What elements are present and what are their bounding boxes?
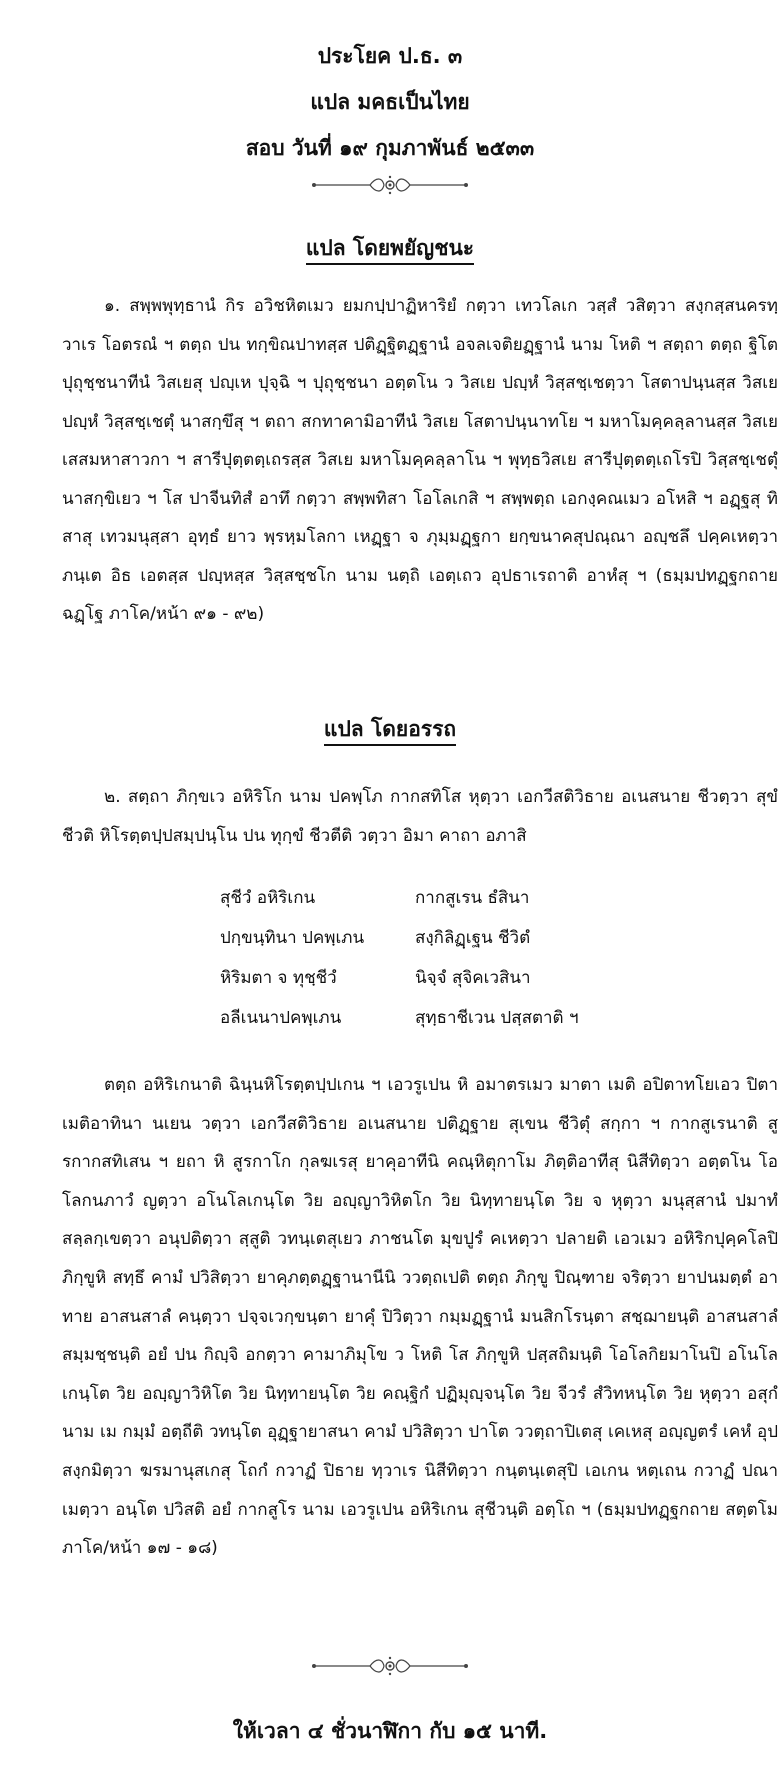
passage-2-commentary: ตตฺถ อหิริเกนาติ ฉินฺนหิโรตฺตปฺปเกน ฯ เอวรูเปน หิ อมาตรเมว มาตา เมติ อปิตาทโยเอว ปิตา เมติอาทินา นเยน วตฺวา เอกวีสติวิธาย อเนสนาย ปติฏฺฐาย สุเขน ชีวิตุํ สกฺกา ฯ กากสูเรนาติ สูรกากสทิเสน ฯ ยถา หิ สูรกาโก กุลฆเรสุ ยาคุอาทีนิ คณฺหิตุกาโม ภิตฺติอาทีสุ นิสีทิตฺวา อตฺตโน โอโลกนภาวํ ญตฺวา อโนโลเกนฺโต วิย อญฺญาวิหิตโก วิย นิทฺทายนฺโต วิย จ หุตฺวา มนุสฺสานํ ปมาทํ สลฺลกฺเขตฺวา อนุปติตฺวา สฺสูติ วทนฺเตสุเยว ภาชนโต มุขปูรํ คเหตฺวา ปลายติ เอวเมว อหิริกปุคฺคโลปิ ภิกฺขูหิ สทฺธึ คามํ ปวิสิตฺวา ยาคุภตฺตฏฺฐานานีนิ ววตฺถเปติ ตตฺถ ภิกฺขู ปิณฺฑาย จริตฺวา ยาปนมตฺตํ อาทาย อาสนสาลํ คนฺตฺวา ปจฺจเวกฺขนฺตา ยาคุํ ปิวิตฺวา กมฺมฏฺฐานํ มนสิกโรนฺตา สชฺฌายนฺติ อาสนสาลํ สมฺมชฺชนฺติ อยํ ปน กิญฺจิ อกตฺวา คามาภิมุโข ว โหติ โส ภิกฺขูหิ ปสฺสถิมนฺติ โอโลกิยมาโนปิ อโนโลเกนฺโต วิย อญฺญาวิหิโต วิย นิทฺทายนฺโต วิย คณฺฐิกํ ปฏิมุญฺจนฺโต วิย จีวรํ สํวิทหนฺโต วิย หุตฺวา อสุกํ นาม เม กมฺมํ อตฺถีติ วทนฺโต อุฏฺฐายาสนา คามํ ปวิสิตฺวา ปาโต ววตฺถาปิเตสุ เคเหสุ อญฺญตรํ เคหํ อุปสงฺกมิตฺวา ฆรมานุสเกสุ โถกํ กวาฏํ ปิธาย ทฺวาเร นิสีทิตฺวา กนฺตนฺเตสุปิ เอเกน หตฺเถน กวาฏํ ปณาเมตฺวา อนฺโต ปวิสติ อยํ กากสูโร นาม เอวรูเปน อหิริเกน สุชีวนฺติ อตฺโถ ฯ (ธมฺมปทฏฺฐกถาย สตฺตโม ภาโค/หน้า ๑๗ - ๑๘) <box>62 1075 778 1559</box>
ornament-divider-icon <box>310 1655 470 1677</box>
verse-line: หิริมตา จ ทุชฺชีวํ นิจฺจํ สุจิคเวสินา <box>220 968 531 988</box>
verse-line: ปกฺขนฺทินา ปคพฺเภน สงฺกิลิฏฺเฐน ชีวิตํ <box>220 928 531 948</box>
verse-line: สุชีวํ อหิริเกน กากสูเรน ธํสินา <box>220 888 530 908</box>
time-allowed: ให้เวลา ๔ ชั่วนาฬิกา กับ ๑๕ นาที. <box>232 1719 548 1743</box>
verse-block <box>220 878 579 1038</box>
exam-subject-title: แปล มคธเป็นไทย <box>310 90 470 114</box>
ornament-divider-icon <box>310 174 470 196</box>
section-title-meaning-translation: แปล โดยอรรถ <box>0 713 780 746</box>
exam-date-title: สอบ วันที่ ๑๙ กุมภาพันธ์ ๒๕๓๓ <box>245 136 535 160</box>
verse-line: อลีเนนาปคพฺเภน สุทฺธาชีเวน ปสฺสตาติ ฯ <box>220 1008 579 1028</box>
exam-level-title: ประโยค ป.ธ. ๓ <box>317 44 463 68</box>
passage-2-intro: ๒. สตฺถา ภิกฺขเว อหิริโก นาม ปคพฺโภ กากสทิโส หุตฺวา เอกวีสติวิธาย อเนสนาย ชีวตฺวา สุขํ ชีวติ หิโรตฺตปฺปสมฺปนฺโน ปน ทุกฺขํ ชีวตีติ วตฺวา อิมา คาถา อภาสิ <box>62 787 778 846</box>
section-title-literal-translation: แปล โดยพยัญชนะ <box>0 232 780 265</box>
passage-1: ๑. สพฺพพุทฺธานํ กิร อวิชหิตเมว ยมกปฺปาฏิหาริยํ กตฺวา เทวโลเก วสฺสํ วสิตฺวา สงฺกสฺสนครทฺวาเร โอตรณํ ฯ ตตฺถ ปน ทกฺขิณปาทสฺส ปติฏฺฐิตฏฺฐานํ อจลเจติยฏฺฐานํ นาม โหติ ฯ สตฺถา ตตฺถ ฐิโต ปุถุชฺชนาทีนํ วิสเยสุ ปญฺเห ปุจฺฉิ ฯ ปุถุชฺชนา อตฺตโน ว วิสเย ปญฺหํ วิสฺสชฺเชตฺวา โสตาปนฺนสฺส วิสเย ปญฺหํ วิสฺสชฺเชตุํ นาสกฺขึสุ ฯ ตถา สกทาคามิอาทีนํ วิสเย โสตาปนฺนาทโย ฯ มหาโมคฺคลฺลานสฺส วิสเย เสสมหาสาวกา ฯ สารีปุตฺตตฺเถรสฺส วิสเย มหาโมคฺคลฺลาโน ฯ พุทฺธวิสเย สารีปุตฺตตฺเถโรปิ วิสฺสชฺเชตุํ นาสกฺขิเยว ฯ โส ปาจีนทิสํ อาทึ กตฺวา สพฺพทิสา โอโลเกสิ ฯ สพฺพตฺถ เอกงฺคณเมว อโหสิ ฯ อฏฺฐสุ ทิสาสุ เทวมนุสฺสา อุทฺธํ ยาว พฺรหฺมโลกา เหฏฺฐา จ ภุมฺมฏฺฐกา ยกฺขนาคสุปณฺณา อญฺชลึ ปคฺคเหตฺวา ภนฺเต อิธ เอตสฺส ปญฺหสฺส วิสฺสชฺชโก นาม นตฺถิ เอตฺเถว อุปธาเรถาติ อาหํสุ ฯ (ธมฺมปทฏฺฐกถาย ฉฏฺโฐ ภาโค/หน้า ๙๑ - ๙๒) <box>62 296 778 624</box>
